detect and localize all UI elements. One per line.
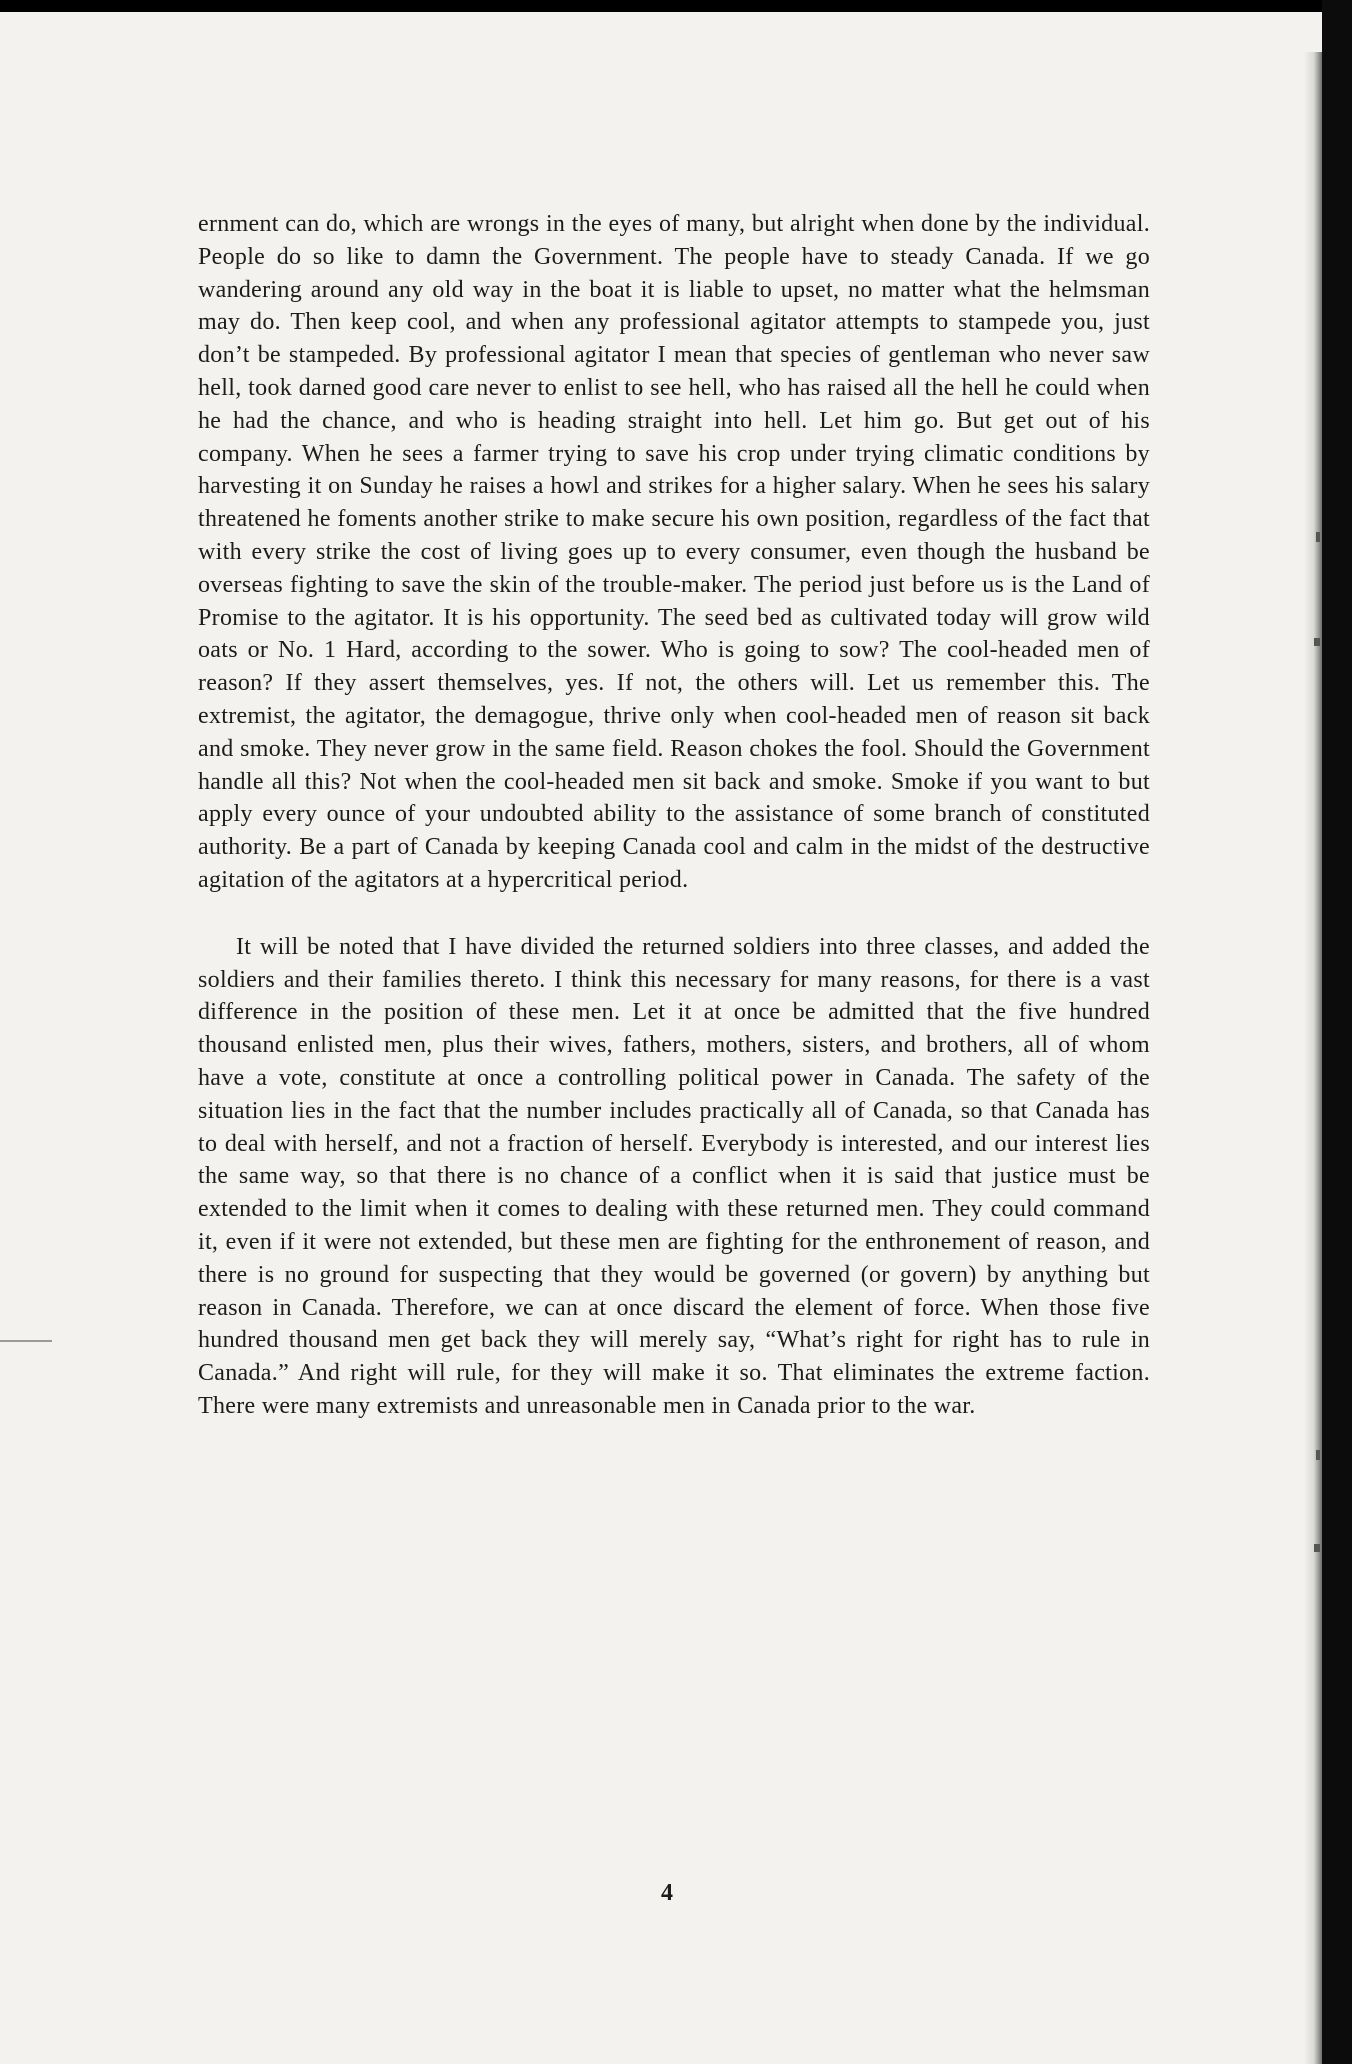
scan-mark (1314, 1544, 1320, 1552)
page-binding-shadow (1304, 52, 1322, 2064)
page-number: 4 (661, 1880, 673, 1906)
body-text (198, 208, 1150, 1423)
scan-mark (1316, 1450, 1320, 1460)
scan-mark (0, 1340, 52, 1342)
scan-border (1322, 0, 1352, 2064)
scan-mark (1314, 638, 1320, 646)
book-page (0, 12, 1322, 2064)
paragraph-1: ernment can do, which are wrongs in the eyes of many, but alright when done by the individual. People do so like to damn the Government. The people have to steady Canada. If we go wandering around any old way in the boat it is liable to upset, no matter what the helmsman may do. Then keep cool, and when any professional agitator attempts to stampede you, just don’t be stampeded. By professional agitator I mean that species of gentleman who never saw hell, took darned good care never to enlist to see hell, who has raised all the hell he could when he had the chance, and who is heading straight into hell. Let him go. But get out of his company. When he sees a farmer trying to save his crop under trying climatic conditions by harvesting it on Sunday he raises a howl and strikes for a higher salary. When he sees his salary threatened he foments another strike to make secure his own position, regardless of the fact that with every strike the cost of living goes up to every consumer, even though the husband be overseas fighting to save the skin of the trouble-maker. The period just before us is the Land of Promise to the agitator. It is his opportunity. The seed bed as cultivated today will grow wild oats or No. 1 Hard, according to the sower. Who is going to sow? The cool-headed men of reason? If they assert themselves, yes. If not, the others will. Let us remember this. The extremist, the agitator, the demagogue, thrive only when cool-headed men of reason sit back and smoke. They never grow in the same field. Reason chokes the fool. Should the Government handle all this? Not when the cool-headed men sit back and smoke. Smoke if you want to but apply every ounce of your undoubted ability to the assistance of some branch of constituted authority. Be a part of Canada by keeping Canada cool and calm in the midst of the destructive agitation of the agitators at a hypercritical period. (198, 211, 1150, 893)
scan-mark (1316, 532, 1320, 542)
paragraph-2: It will be noted that I have divided the returned soldiers into three classes, and added the soldiers and their families thereto. I think this necessary for many reasons, for there is a vast difference in the position of these men. Let it at once be admitted that the five hundred thousand enlisted men, plus their wives, fathers, mothers, sisters, and brothers, all of whom have a vote, constitute at once a controlling political power in Canada. The safety of the situation lies in the fact that the number includes practically all of Canada, so that Canada has to deal with herself, and not a fraction of herself. Everybody is interested, and our interest lies the same way, so that there is no chance of a conflict when it is said that justice must be extended to the limit when it comes to dealing with these returned men. They could command it, even if it were not extended, but these men are fighting for the enthronement of reason, and there is no ground for suspecting that they would be governed (or govern) by anything but reason in Canada. Therefore, we can at once discard the element of force. When those five hundred thousand men get back they will merely say, “What’s right for right has to rule in Canada.” And right will rule, for they will make it so. That eliminates the extreme faction. There were many extremists and unreasonable men in Canada prior to the war. (198, 933, 1150, 1419)
